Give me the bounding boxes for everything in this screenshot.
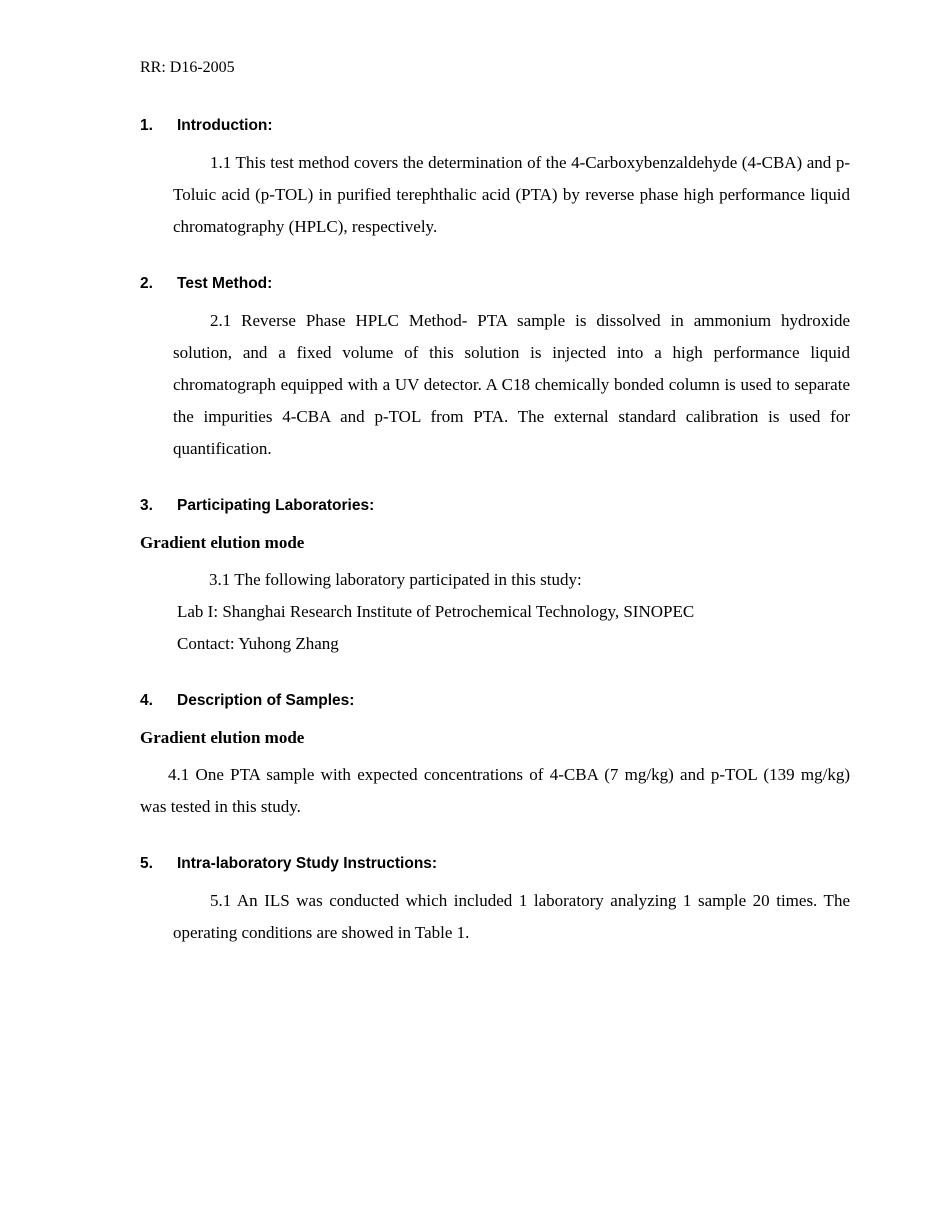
study-intro-line: 3.1 The following laboratory participated in this study: (209, 570, 582, 589)
contact-line: Contact: Yuhong Zhang (177, 634, 339, 653)
section-number: 3. (140, 497, 153, 514)
section-test-method (140, 274, 850, 465)
gradient-elution-mode-subhead: Gradient elution mode (140, 533, 305, 552)
section-number: 1. (140, 117, 153, 134)
section-heading (140, 496, 850, 516)
lab-line: Lab I: Shanghai Research Institute of Petrochemical Technology, SINOPEC (177, 602, 695, 621)
section-introduction (140, 116, 850, 243)
section-heading (140, 116, 850, 136)
section-heading (140, 854, 850, 874)
section-paragraph: 4.1 One PTA sample with expected concentrations of 4-CBA (7 mg/kg) and p-TOL (139 mg/kg) was tested in this study. (140, 765, 850, 816)
section-paragraph: 1.1 This test method covers the determination of the 4-Carboxybenzaldehyde (4-CBA) and p-Toluic acid (p-TOL) in purified terephthalic acid (PTA) by reverse phase high performance liquid chromatography (HPLC), respectively. (173, 153, 850, 236)
gradient-elution-mode-subhead: Gradient elution mode (140, 728, 305, 747)
section-intra-laboratory-study-instructions (140, 854, 850, 949)
section-number: 5. (140, 855, 153, 872)
section-heading (140, 274, 850, 294)
document-reference: RR: D16-2005 (140, 59, 235, 76)
section-description-of-samples (140, 691, 850, 823)
section-title: Description of Samples: (177, 692, 355, 709)
section-title: Participating Laboratories: (177, 497, 375, 514)
section-heading (140, 691, 850, 711)
section-paragraph: 2.1 Reverse Phase HPLC Method- PTA sample is dissolved in ammonium hydroxide solution, and a fixed volume of this solution is injected into a high performance liquid chromatograph equipped with a UV detector. A C18 chemically bonded column is used to separate the impurities 4-CBA and p-TOL from PTA. The external standard calibration is used for quantification. (173, 311, 850, 458)
section-title: Intra-laboratory Study Instructions: (177, 855, 438, 872)
section-participating-laboratories (140, 496, 850, 660)
section-number: 2. (140, 275, 153, 292)
section-title: Test Method: (177, 275, 273, 292)
section-title: Introduction: (177, 117, 273, 134)
section-paragraph: 5.1 An ILS was conducted which included 1 laboratory analyzing 1 sample 20 times. The operating conditions are showed in Table 1. (173, 891, 850, 942)
section-number: 4. (140, 692, 153, 709)
